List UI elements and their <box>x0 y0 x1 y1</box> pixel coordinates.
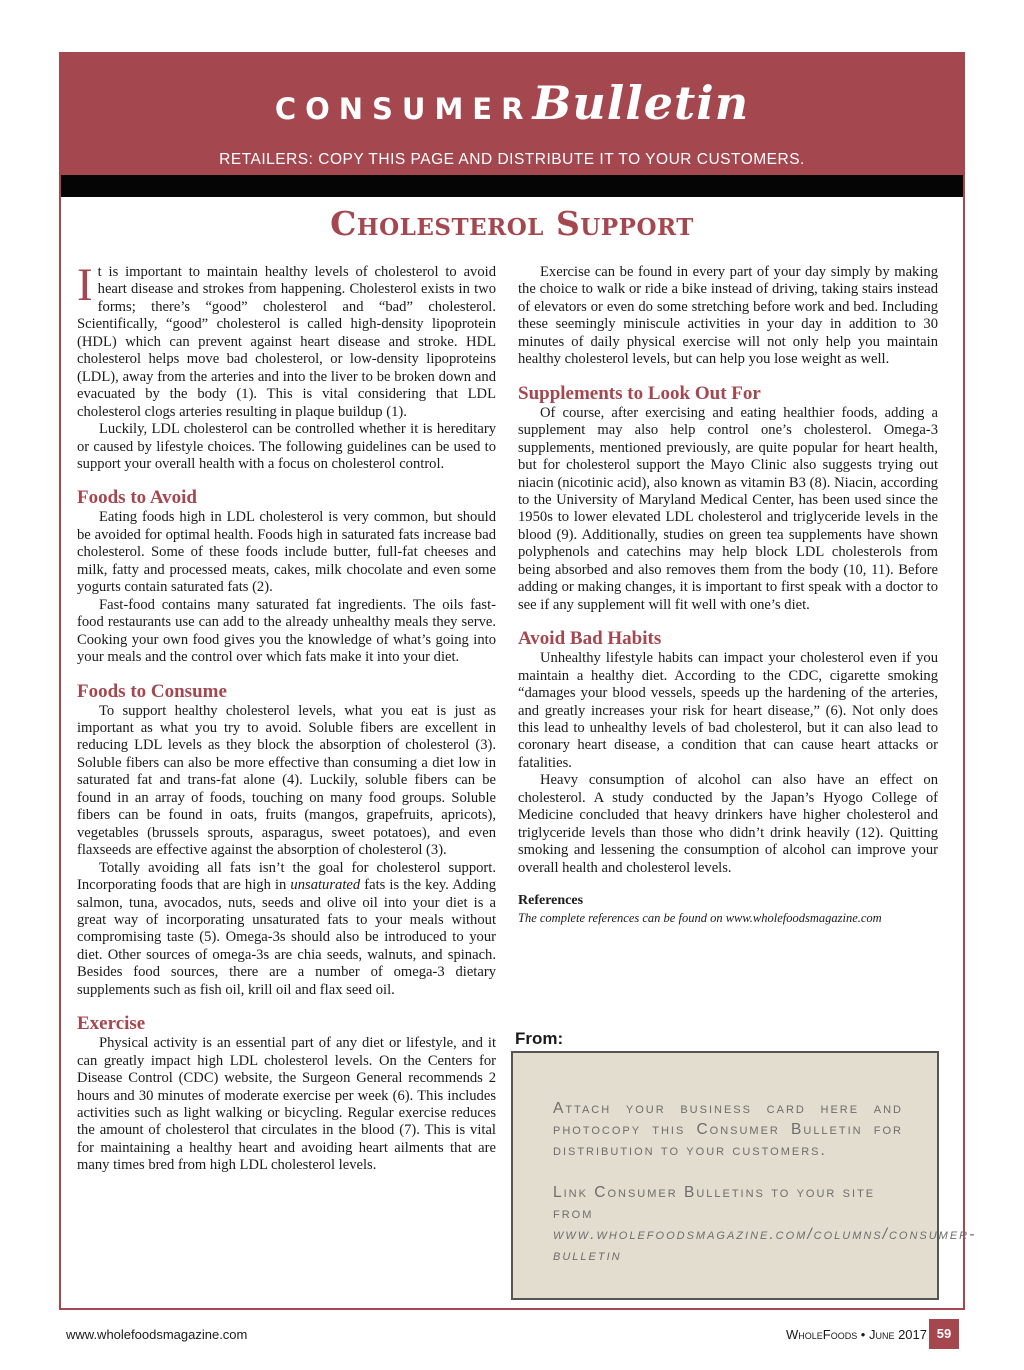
footer-url[interactable]: www.wholefoodsmagazine.com <box>66 1327 248 1342</box>
drop-cap: I <box>77 259 93 311</box>
exercise-paragraph-2: Exercise can be found in every part of your day simply by making the choice to walk or ride a bike instead of driving, taking stairs instead of elevators or even do some stretching before work and bed. Including these seemingly miniscule activities in your day in addition to 30 minutes of daily physical exercise will not only help you maintain healthy cholesterol levels, but can help you lose weight as well. <box>518 264 938 368</box>
foods-avoid-paragraph-2: Fast-food contains many saturated fat ingredients. The oils fast-food restaurants use can add to the already unhealthy meals they serve. Cooking your own food gives you the knowledge of what’s going into your meals and the control over which fats make it into your diet. <box>77 596 496 666</box>
link-instructions <box>553 1182 977 1266</box>
foods-consume-paragraph-1: To support healthy cholesterol levels, what you eat is just as important as what you try to avoid. Soluble fibers are excellent in reducing LDL levels as they block the absorption of cholesterol (3). Soluble fibers can also be more effective than consuming a diet low in saturated fat and trans-fat alone (4). Luckily, soluble fibers can be found in an array of foods, touching on many food groups. Soluble fibers can be found in oats, fruits (mangos, grapefruits, apricots), vegetables (brussels sprouts, asparagus, sweet potatoes), and even flaxseeds are effective against the absorption of cholesterol (3). <box>77 702 496 859</box>
masthead-word: CONSUMER <box>274 92 533 126</box>
heading-supplements: Supplements to Look Out For <box>518 382 761 404</box>
foods-consume-text-a: Totally avoiding all fats isn’t the goal for cholesterol support. Incorporating foods that are high in <box>77 859 496 894</box>
retailers-note: RETAILERS: COPY THIS PAGE AND DISTRIBUTE IT TO YOUR CUSTOMERS. <box>219 151 805 168</box>
foods-consume-text-b: fats is the key. Adding salmon, tuna, avocados, nuts, seeds and olive oil into your diet is a great way of incorporating unsaturated fats to your meals without compromising taste (5). Omega-3s should also be introduced to your diet. Other sources of omega-3s are chia seeds, walnuts, and spinach. Besides food sources, there are a number of omega-3 dietary supplements such as fish oil, krill oil and flax seed oil. <box>77 877 497 998</box>
heading-foods-to-avoid: Foods to Avoid <box>77 487 198 509</box>
references-heading: References <box>518 893 584 909</box>
heading-avoid-bad-habits: Avoid Bad Habits <box>518 628 662 650</box>
references-text: The complete references can be found on www.wholefoodsmagazine.com <box>518 910 882 925</box>
intro-paragraph <box>77 259 496 421</box>
attach-instructions: Attach your business card here and photocopy this Consumer Bulletin for distribution to your customers. <box>553 1100 903 1159</box>
intro-text: t is important to maintain healthy levels of cholesterol to avoid heart disease and strokes from happening. Cholesterol exists in two forms; there’s “good” cholesterol and “bad” cholesterol. Scientifically, “good” cholesterol is called high-density lipoprotein (HDL) which can prevent against heart disease and stroke. HDL cholesterol helps move bad cholesterol, or low-density lipoproteins (LDL), away from the arteries and into the liver to be broken down and evacuated by the body (1). This is vital considering that LDL cholesterol clogs arteries resulting in plaque buildup (1). <box>77 264 496 420</box>
exercise-paragraph-1: Physical activity is an essential part of any diet or lifestyle, and it can greatly impact high LDL cholesterol levels. On the Centers for Disease Control (CDC) website, the Surgeon General recommends 2 hours and 30 minutes of moderate exercise per week (6). This includes activities such as light walking or bicycling. Regular exercise reduces the amount of cholesterol that circulates in the blood (7). This is vital for maintaining a healthy heart and avoiding heart ailments that are many times bred from high LDL cholesterol levels. <box>77 1035 496 1174</box>
habits-paragraph-1: Unhealthy lifestyle habits can impact your cholesterol even if you maintain a healthy diet. According to the CDC, cigarette smoking “damages your blood vessels, speeds up the hardening of the arteries, and greatly increases your risk for heart disease,” (6). Not only does this lead to unhealthy levels of bad cholesterol, but it can also lead to coronary heart disease, a condition that can cause heart attacks or fatalities. <box>518 650 938 771</box>
article-column-right <box>518 264 938 927</box>
footer-publication: WholeFoods • June 2017 <box>785 1327 927 1342</box>
from-label: From: <box>515 1029 564 1048</box>
masthead-divider-bar <box>61 175 963 197</box>
heading-exercise: Exercise <box>77 1013 146 1035</box>
article-column-left <box>77 259 497 1175</box>
page-number: 59 <box>929 1319 959 1349</box>
business-card-box <box>511 1051 977 1300</box>
foods-consume-emphasis: unsaturated <box>290 877 361 894</box>
foods-avoid-paragraph-1: Eating foods high in LDL cholesterol is very common, but should be avoided for optimal health. Foods high in saturated fats increase bad cholesterol. Some of these foods include butter, full-fat cheeses and milk, fatty and processed meats, cakes, milk chocolate and even some yogurts contain saturated fats (2). <box>77 509 496 596</box>
masthead-title <box>61 76 963 130</box>
bulletin-link[interactable]: www.wholefoodsmagazine.com/columns/consumer-bulletin <box>553 1226 977 1264</box>
link-text: Link Consumer Bulletins to your site from <box>553 1184 876 1222</box>
habits-paragraph-2: Heavy consumption of alcohol can also have an effect on cholesterol. A study conducted by the Japan’s Hyogo College of Medicine concluded that heavy drinkers have higher cholesterol and triglyceride levels than those who didn’t drink heavily (12). Quitting smoking and lessening the consumption of alcohol can improve your overall health and cholesterol levels. <box>518 772 938 876</box>
masthead-script: Bulletin <box>532 76 750 130</box>
foods-consume-paragraph-2 <box>77 860 496 1000</box>
supplements-paragraph: Of course, after exercising and eating healthier foods, adding a supplement may also help control one’s cholesterol. Omega-3 supplements, mentioned previously, are quite popular for heart health, but for cholesterol support the Mayo Clinic also suggests trying out niacin (nicotinic acid), also known as vitamin B3 (8). Niacin, according to the University of Maryland Medical Center, has been used since the 1950s to lower elevated LDL cholesterol and triglyceride levels in the blood (9). Additionally, studies on green tea supplements have shown polyphenols and catechins may help block LDL cholesterols from being absorbed and also removes them from the body (10, 11). Before adding or making changes, it is important to first speak with a doctor to see if any supplement will fit well with one’s diet. <box>518 404 938 613</box>
article-title: Cholesterol Support <box>330 204 694 243</box>
intro-paragraph-2: Luckily, LDL cholesterol can be controlled whether it is hereditary or caused by lifestyle choices. The following guidelines can be used to support your overall health with a focus on cholesterol control. <box>77 421 496 472</box>
masthead-banner <box>61 54 963 175</box>
heading-foods-to-consume: Foods to Consume <box>77 680 227 702</box>
